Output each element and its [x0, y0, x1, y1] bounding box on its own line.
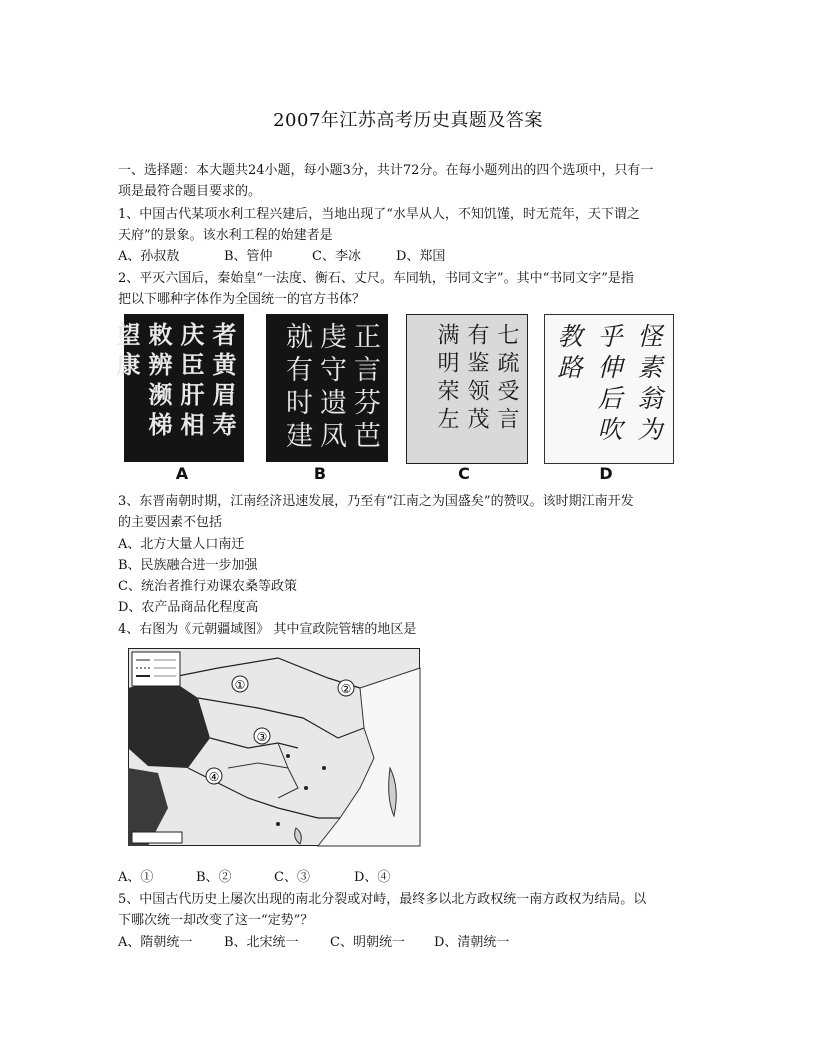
q3-option-d: D、农产品商品化程度高 [118, 600, 259, 615]
calligraphy-glyphs-b: 正言芬芭虔守遗凤就有时建 [282, 322, 380, 454]
q2-stem-line-2: 把以下哪种字体作为全国统一的官方书体？ [118, 292, 366, 307]
q1-option-c: C、李冰 [312, 249, 361, 264]
q1-option-a: A、孙叔敖 [118, 249, 180, 264]
q5-stem-line-2: 下哪次统一却改变了这一“定势”？ [118, 913, 314, 928]
q4-option-b: B、② [196, 870, 232, 885]
calligraphy-panel-b [266, 314, 388, 462]
panel-label-c: C [458, 464, 470, 483]
panel-label-b: B [313, 464, 327, 483]
q5-option-b: B、北宋统一 [224, 935, 299, 950]
q1-stem-line-1: 1、中国古代某项水利工程兴建后，当地出现了“水旱从人，不知饥馑，时无荒年，天下谓之 [118, 207, 640, 222]
panel-label-d: D [599, 464, 613, 483]
calligraphy-glyphs-a: 者黄眉寿庆臣肝相敕辨濒梯望康 [112, 322, 237, 442]
calligraphy-glyphs-c: 七疏受言有鉴领茂满明荣左 [434, 323, 519, 435]
q4-options [118, 867, 390, 888]
q3-stem-line-2: 的主要因素不包括 [118, 515, 223, 530]
map-mark-1: ① [234, 678, 246, 692]
calligraphy-glyphs-d: 怪素翁为乎伸后吹教路 [554, 323, 661, 447]
q4-option-c: C、③ [274, 870, 310, 885]
q1-stem-line-2: 天府”的景象。该水利工程的始建者是 [118, 228, 333, 243]
q5-option-c: C、明朝统一 [330, 935, 405, 950]
q4-stem-line-1: 4、右图为《元朝疆域图》 其中宣政院管辖的地区是 [118, 622, 417, 637]
q3-option-c: C、统治者推行劝课农桑等政策 [118, 579, 297, 594]
calligraphy-panel-a [112, 314, 244, 462]
q1-option-d: D、郑国 [396, 249, 446, 264]
map-mark-3: ③ [256, 730, 268, 744]
q5-stem-line-1: 5、中国古代历史上屡次出现的南北分裂或对峙，最终多以北方政权统一南方政权为结局。以 [118, 892, 647, 907]
q3-option-a: A、北方大量人口南迁 [118, 537, 245, 552]
calligraphy-panel-d [544, 314, 674, 464]
section-intro-line-2: 项是最符合题目要求的。 [118, 184, 262, 199]
q4-option-a: A、① [118, 870, 154, 885]
q3-option-b: B、民族融合进一步加强 [118, 558, 258, 573]
calligraphy-panel-c [406, 314, 528, 464]
q4-option-d: D、④ [354, 870, 391, 885]
q1-option-b: B、管仲 [224, 249, 273, 264]
q1-options [118, 246, 445, 267]
q2-stem-line-1: 2、平灭六国后，秦始皇“一法度、衡石、丈尺。车同轨，书同文字”。其中“书同文字”是指 [118, 271, 634, 286]
panel-label-a: A [175, 464, 189, 483]
calligraphy-figure [112, 314, 684, 486]
q5-option-d: D、清朝统一 [434, 935, 510, 950]
q3-stem-line-1: 3、东晋南朝时期，江南经济迅速发展，乃至有“江南之为国盛矣”的赞叹。该时期江南开发 [118, 494, 634, 509]
map-mark-2: ② [340, 682, 352, 696]
q5-option-a: A、隋朝统一 [118, 935, 193, 950]
yuan-dynasty-map [128, 648, 420, 846]
map-mark-4: ④ [208, 770, 220, 784]
page-title: 2007年江苏高考历史真题及答案 [273, 110, 543, 131]
q5-options [118, 932, 509, 953]
section-intro-line-1: 一、选择题：本大题共24小题，每小题3分，共计72分。在每小题列出的四个选项中，只有一 [118, 163, 654, 178]
